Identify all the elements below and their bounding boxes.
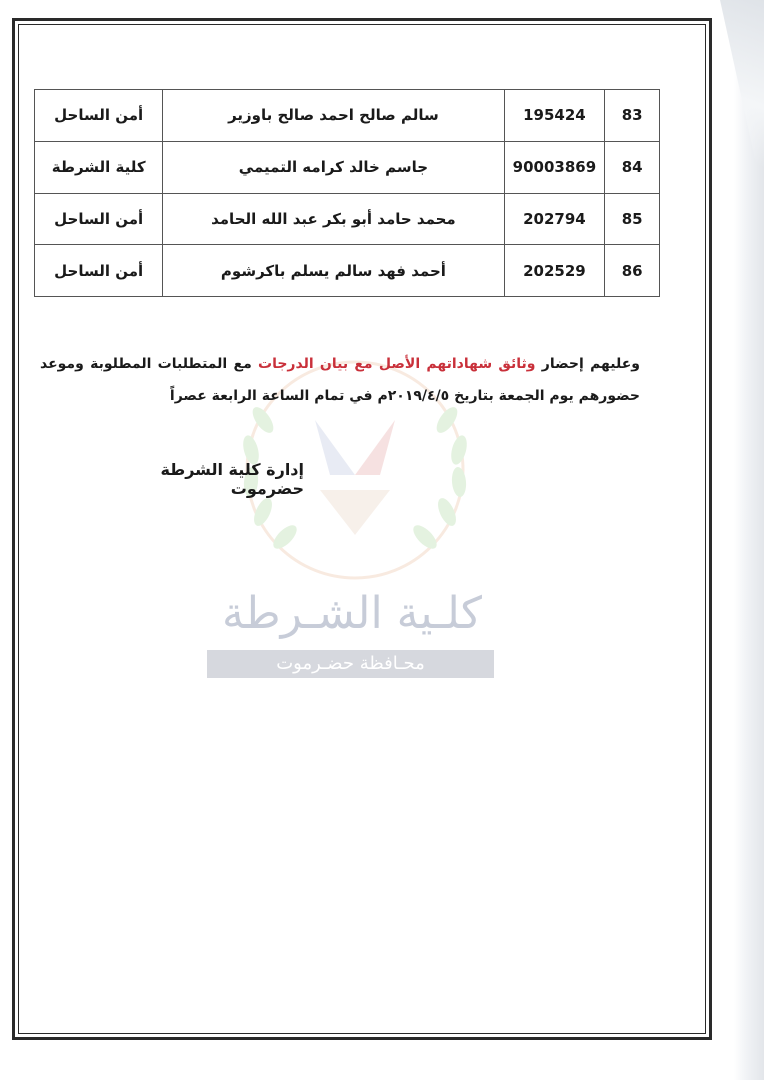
notice-text-end: مع المتطلبات المطلوبة وموعد حضورهم يوم الجمعة بتاريخ ٢٠١٩/٤/٥م في تمام الساعة الرابعة عصراً bbox=[40, 356, 640, 404]
row-number: 83 bbox=[605, 90, 660, 142]
notice-highlight: وثائق شهاداتهم الأصل مع بيان الدرجات bbox=[258, 356, 536, 372]
row-name: سالم صالح احمد صالح باوزير bbox=[163, 90, 504, 142]
row-number: 86 bbox=[605, 245, 660, 297]
laurel-right bbox=[409, 404, 469, 553]
table-row bbox=[35, 245, 660, 297]
row-department: أمن الساحل bbox=[35, 245, 163, 297]
row-id: 90003869 bbox=[504, 141, 605, 193]
row-number: 85 bbox=[605, 193, 660, 245]
watermark-title: كلـية الشـرطة bbox=[222, 588, 482, 639]
row-number: 84 bbox=[605, 141, 660, 193]
table-row bbox=[35, 193, 660, 245]
table-row bbox=[35, 90, 660, 142]
row-id: 195424 bbox=[504, 90, 605, 142]
emblem-shield bbox=[320, 490, 390, 535]
wing-left bbox=[315, 420, 355, 475]
row-department: كلية الشرطة bbox=[35, 141, 163, 193]
notice-text-start: وعليهم إحضار bbox=[535, 356, 640, 372]
row-name: أحمد فهد سالم يسلم باكرشوم bbox=[163, 245, 504, 297]
row-name: جاسم خالد كرامه التميمي bbox=[163, 141, 504, 193]
watermark-subtitle: محـافظة حضـرموت bbox=[207, 650, 494, 678]
results-table bbox=[34, 89, 660, 297]
row-id: 202794 bbox=[504, 193, 605, 245]
row-name: محمد حامد أبو بكر عبد الله الحامد bbox=[163, 193, 504, 245]
wing-right bbox=[355, 420, 395, 475]
row-department: أمن الساحل bbox=[35, 193, 163, 245]
row-id: 202529 bbox=[504, 245, 605, 297]
row-department: أمن الساحل bbox=[35, 90, 163, 142]
table-row bbox=[35, 141, 660, 193]
notice-paragraph bbox=[40, 348, 640, 412]
signature-line: إدارة كلية الشرطة حضرموت bbox=[160, 460, 304, 498]
